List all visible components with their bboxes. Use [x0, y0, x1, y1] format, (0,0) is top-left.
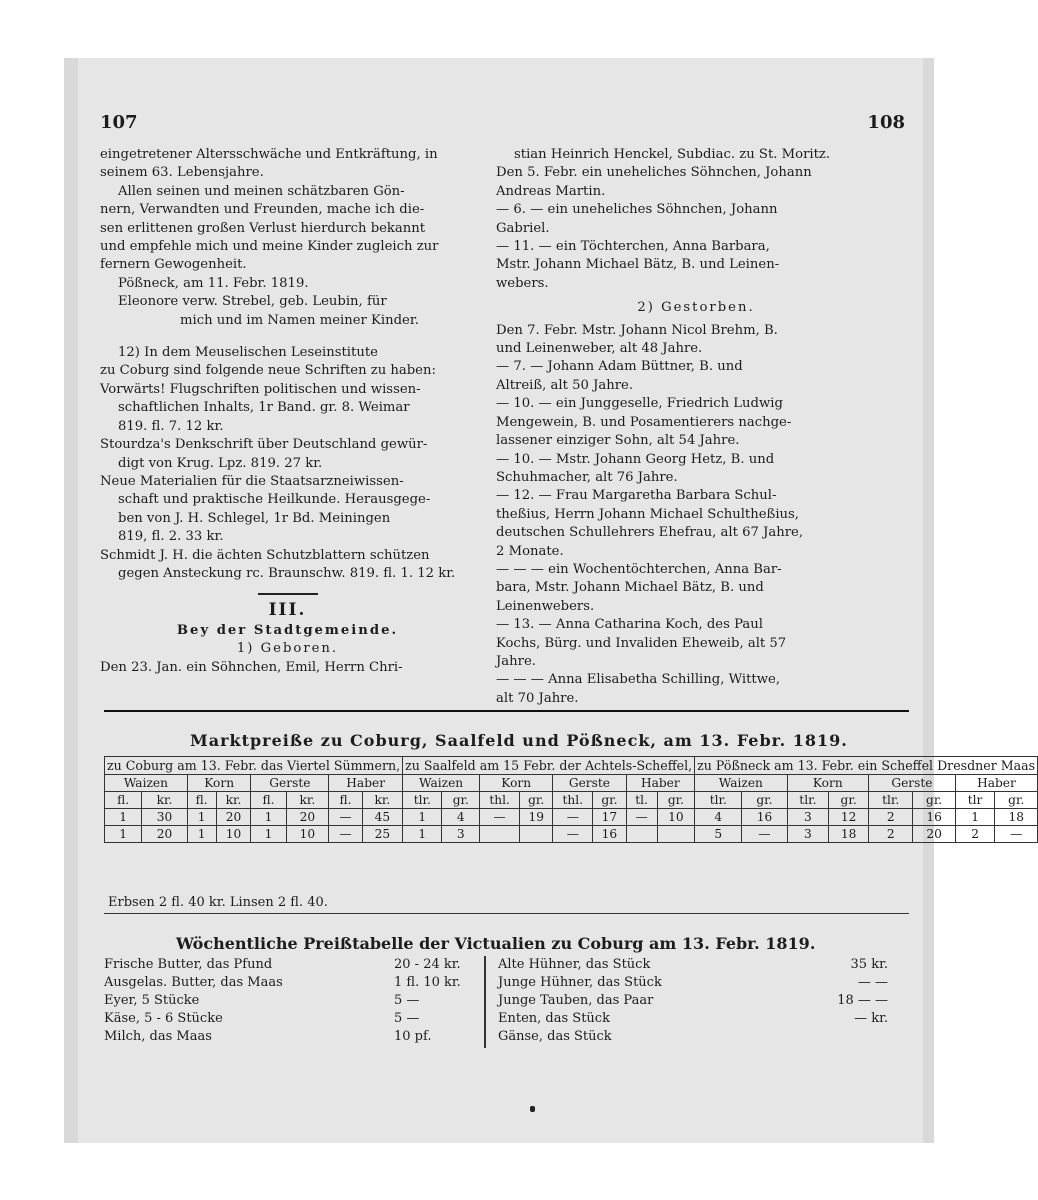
- grain-header: Haber: [955, 775, 1037, 792]
- text-line: seinem 63. Lebensjahre.: [100, 165, 264, 181]
- notice-line: schaftlichen Inhalts, 1r Band. gr. 8. Weimar: [118, 400, 410, 416]
- group-header-coburg: zu Coburg am 13. Febr. das Viertel Sümmern,: [105, 757, 403, 775]
- group-header-saalfeld: zu Saalfeld am 15 Febr. der Achtels-Scheffel,: [403, 757, 695, 775]
- price-cell: 16: [742, 809, 787, 826]
- ink-mark: [530, 1106, 535, 1112]
- grain-header: Waizen: [403, 775, 480, 792]
- price-cell: 4: [695, 809, 742, 826]
- table-row: [105, 826, 1038, 843]
- unit-header: kr.: [142, 792, 188, 809]
- text-line: eingetretener Altersschwäche und Entkräftung, in: [100, 147, 438, 162]
- list-item: [104, 1028, 474, 1046]
- notice-line: ben von J. H. Schlegel, 1r Bd. Meiningen: [118, 510, 391, 526]
- item-price: 20 - 24 kr.: [394, 957, 461, 972]
- text-line: Den 5. Febr. ein uneheliches Söhnchen, Johann: [496, 165, 812, 181]
- grain-header: Haber: [329, 775, 403, 792]
- price-cell: 20: [913, 826, 955, 843]
- price-cell: 20: [216, 809, 251, 826]
- unit-header: thl.: [553, 792, 593, 809]
- unit-header: kr.: [286, 792, 329, 809]
- text-line: bara, Mstr. Johann Michael Bätz, B. und: [496, 580, 764, 596]
- price-cell: 16: [593, 826, 626, 843]
- item-name: Milch, das Maas: [104, 1029, 212, 1044]
- text-line: Pößneck, am 11. Febr. 1819.: [118, 275, 309, 291]
- unit-header: tlr.: [403, 792, 442, 809]
- notice-line: 819, fl. 2. 33 kr.: [118, 529, 224, 545]
- price-cell: —: [329, 809, 362, 826]
- price-cell: 5: [695, 826, 742, 843]
- price-cell: 1: [251, 826, 286, 843]
- item-price: 35 kr.: [850, 957, 888, 972]
- text-line: — 11. — ein Töchterchen, Anna Barbara,: [496, 239, 770, 255]
- list-item: [498, 1028, 898, 1046]
- price-cell: 1: [105, 809, 142, 826]
- signature-line: mich und im Namen meiner Kinder.: [180, 312, 419, 328]
- item-name: Enten, das Stück: [498, 1011, 610, 1026]
- grain-header: Gerste: [553, 775, 626, 792]
- unit-header: fl.: [187, 792, 216, 809]
- text-line: stian Heinrich Henckel, Subdiac. zu St. Moritz.: [514, 147, 831, 162]
- text-line: Kochs, Bürg. und Invaliden Eheweib, alt 57: [496, 635, 787, 651]
- table-row: [105, 792, 1038, 809]
- price-cell: 10: [657, 809, 694, 826]
- price-cell: 2: [869, 809, 913, 826]
- text-line: Den 23. Jan. ein Söhnchen, Emil, Herrn Chri-: [100, 659, 403, 675]
- notice-line: Neue Materialien für die Staatsarzneiwissen-: [100, 473, 404, 489]
- text-line: sen erlittenen großen Verlust hierdurch bekannt: [100, 220, 426, 236]
- price-cell: 2: [955, 826, 995, 843]
- price-cell: 1: [187, 826, 216, 843]
- unit-header: gr.: [442, 792, 480, 809]
- unit-header: fl.: [105, 792, 142, 809]
- notice-line: 819. fl. 7. 12 kr.: [118, 418, 224, 434]
- price-cell: 12: [829, 809, 869, 826]
- section-title: Bey der Stadtgemeinde.: [176, 622, 399, 638]
- erbsen-linsen-line: Erbsen 2 fl. 40 kr. Linsen 2 fl. 40.: [108, 895, 328, 910]
- signature-line: Eleonore verw. Strebel, geb. Leubin, für: [118, 294, 387, 310]
- unit-header: kr.: [216, 792, 251, 809]
- grain-header: Gerste: [251, 775, 329, 792]
- text-line: alt 70 Jahre.: [496, 690, 579, 706]
- item-price: 18 — —: [837, 993, 888, 1008]
- text-line: lassener einziger Sohn, alt 54 Jahre.: [496, 433, 740, 449]
- item-price: 5 —: [394, 993, 420, 1008]
- price-cell: 4: [442, 809, 480, 826]
- table-row: [105, 809, 1038, 826]
- unit-header: gr.: [829, 792, 869, 809]
- notice-line: 12) In dem Meuselischen Leseinstitute: [118, 345, 378, 361]
- text-line: Mengewein, B. und Posamentierers nachge-: [496, 414, 792, 430]
- price-cell: 10: [216, 826, 251, 843]
- item-price: 5 —: [394, 1011, 420, 1026]
- list-item: [498, 956, 898, 974]
- price-cell: 1: [251, 809, 286, 826]
- price-cell: [480, 826, 520, 843]
- weekly-prices-title: Wöchentliche Preißtabelle der Victualien zu Coburg am 13. Febr. 1819.: [176, 934, 816, 953]
- section-number: III.: [268, 600, 307, 621]
- unit-header: thl.: [480, 792, 520, 809]
- price-cell: 3: [787, 826, 829, 843]
- text-line: theßius, Herrn Johann Michael Schultheßius,: [496, 506, 800, 522]
- text-line: nern, Verwandten und Freunden, mache ich die-: [100, 202, 425, 218]
- item-price: — kr.: [854, 1011, 888, 1026]
- unit-header: tl.: [626, 792, 657, 809]
- list-item: [498, 1010, 898, 1028]
- table-row: [105, 757, 1038, 775]
- item-price: 1 fl. 10 kr.: [394, 975, 461, 990]
- item-name: Gänse, das Stück: [498, 1029, 612, 1044]
- price-cell: 19: [520, 809, 553, 826]
- item-name: Käse, 5 - 6 Stücke: [104, 1011, 223, 1026]
- item-name: Frische Butter, das Pfund: [104, 957, 273, 972]
- grain-header: Gerste: [869, 775, 956, 792]
- unit-header: fl.: [329, 792, 362, 809]
- short-divider: [258, 593, 318, 595]
- price-cell: 30: [142, 809, 188, 826]
- text-line: — 10. — ein Junggeselle, Friedrich Ludwig: [496, 396, 783, 412]
- group-header-poessneck: zu Pößneck am 13. Febr. ein Scheffel Dresdner Maas: [695, 757, 1038, 775]
- price-cell: —: [553, 826, 593, 843]
- subsection-title: 2) Gestorben.: [637, 300, 755, 316]
- list-item: [104, 974, 474, 992]
- text-line: 2 Monate.: [496, 543, 564, 559]
- price-cell: [657, 826, 694, 843]
- price-cell: 18: [829, 826, 869, 843]
- unit-header: gr.: [657, 792, 694, 809]
- text-line: Gabriel.: [496, 220, 550, 236]
- unit-header: tlr.: [787, 792, 829, 809]
- price-cell: 3: [442, 826, 480, 843]
- item-name: Junge Hühner, das Stück: [498, 975, 662, 990]
- weekly-prices-right: [498, 956, 898, 1046]
- price-cell: 1: [105, 826, 142, 843]
- price-cell: —: [995, 826, 1038, 843]
- heavy-divider: [104, 710, 909, 712]
- list-item: [104, 956, 474, 974]
- price-cell: —: [626, 809, 657, 826]
- notice-line: Vorwärts! Flugschriften politischen und wissen-: [100, 381, 421, 397]
- price-cell: —: [742, 826, 787, 843]
- price-cell: 10: [286, 826, 329, 843]
- price-cell: 25: [362, 826, 402, 843]
- price-cell: 18: [995, 809, 1038, 826]
- price-cell: 1: [955, 809, 995, 826]
- subsection-title: 1) Geboren.: [236, 641, 339, 657]
- grain-header: Korn: [480, 775, 553, 792]
- price-cell: 1: [187, 809, 216, 826]
- unit-header: gr.: [520, 792, 553, 809]
- price-cell: —: [553, 809, 593, 826]
- item-price: [798, 1028, 888, 1046]
- unit-header: tlr.: [695, 792, 742, 809]
- price-cell: [626, 826, 657, 843]
- item-name: Eyer, 5 Stücke: [104, 993, 200, 1008]
- text-line: Jahre.: [496, 653, 536, 669]
- thin-divider: [104, 913, 909, 914]
- grain-header: Korn: [787, 775, 868, 792]
- text-line: Allen seinen und meinen schätzbaren Gön-: [118, 183, 405, 199]
- notice-line: zu Coburg sind folgende neue Schriften zu haben:: [100, 363, 436, 379]
- text-line: und Leinenweber, alt 48 Jahre.: [496, 341, 703, 357]
- item-name: Ausgelas. Butter, das Maas: [104, 975, 283, 990]
- list-item: [104, 992, 474, 1010]
- text-line: — 12. — Frau Margaretha Barbara Schul-: [496, 488, 777, 504]
- notice-line: schaft und praktische Heilkunde. Herausgege-: [118, 492, 431, 508]
- left-column: [100, 146, 475, 677]
- text-line: und empfehle mich und meine Kinder zugleich zur: [100, 239, 439, 255]
- price-cell: [520, 826, 553, 843]
- price-cell: 20: [286, 809, 329, 826]
- text-line: Leinenwebers.: [496, 598, 595, 614]
- item-name: Junge Tauben, das Paar: [498, 993, 654, 1008]
- price-cell: 20: [142, 826, 188, 843]
- price-cell: 2: [869, 826, 913, 843]
- text-line: — 10. — Mstr. Johann Georg Hetz, B. und: [496, 451, 775, 467]
- text-line: — 7. — Johann Adam Büttner, B. und: [496, 359, 743, 375]
- price-cell: 16: [913, 809, 955, 826]
- grain-header: Haber: [626, 775, 695, 792]
- grain-header: Waizen: [695, 775, 787, 792]
- unit-header: gr.: [913, 792, 955, 809]
- list-item: [498, 992, 898, 1010]
- price-cell: 1: [403, 826, 442, 843]
- text-line: Den 7. Febr. Mstr. Johann Nicol Brehm, B.: [496, 322, 778, 338]
- market-prices-title: Marktpreiße zu Coburg, Saalfeld und Pößneck, am 13. Febr. 1819.: [190, 731, 848, 750]
- document-page: [78, 58, 1036, 1143]
- weekly-prices-left: [104, 956, 474, 1046]
- right-column: [496, 146, 896, 708]
- unit-header: gr.: [742, 792, 787, 809]
- page-number-right: 108: [867, 112, 905, 133]
- text-line: deutschen Schullehrers Ehefrau, alt 67 Jahre,: [496, 525, 804, 541]
- notice-line: digt von Krug. Lpz. 819. 27 kr.: [118, 455, 323, 471]
- unit-header: gr.: [593, 792, 626, 809]
- price-cell: —: [480, 809, 520, 826]
- price-cell: 45: [362, 809, 402, 826]
- column-divider: [484, 956, 486, 1048]
- item-price: — —: [857, 975, 888, 990]
- notice-line: Stourdza's Denkschrift über Deutschland gewür-: [100, 437, 428, 453]
- list-item: [104, 1010, 474, 1028]
- text-line: fernern Gewogenheit.: [100, 257, 247, 273]
- text-line: Andreas Martin.: [496, 183, 606, 199]
- notice-line: Schmidt J. H. die ächten Schutzblattern schützen: [100, 547, 430, 563]
- grain-header: Korn: [187, 775, 251, 792]
- text-line: Altreiß, alt 50 Jahre.: [496, 377, 634, 393]
- unit-header: gr.: [995, 792, 1038, 809]
- market-prices-table: [104, 756, 1038, 843]
- page-number-left: 107: [100, 112, 138, 133]
- unit-header: fl.: [251, 792, 286, 809]
- item-price: 10 pf.: [394, 1029, 432, 1044]
- price-cell: —: [329, 826, 362, 843]
- grain-header: Waizen: [105, 775, 188, 792]
- text-line: Schuhmacher, alt 76 Jahre.: [496, 469, 678, 485]
- text-line: Mstr. Johann Michael Bätz, B. und Leinen-: [496, 257, 780, 273]
- price-cell: 17: [593, 809, 626, 826]
- text-line: — 6. — ein uneheliches Söhnchen, Johann: [496, 202, 778, 218]
- unit-header: kr.: [362, 792, 402, 809]
- scanned-page-background: [64, 58, 1036, 1143]
- text-line: webers.: [496, 275, 549, 291]
- text-line: — — — Anna Elisabetha Schilling, Wittwe,: [496, 672, 781, 688]
- table-row: [105, 775, 1038, 792]
- price-cell: 1: [403, 809, 442, 826]
- list-item: [498, 974, 898, 992]
- text-line: — — — ein Wochentöchterchen, Anna Bar-: [496, 561, 782, 577]
- unit-header: tlr: [955, 792, 995, 809]
- unit-header: tlr.: [869, 792, 913, 809]
- item-name: Alte Hühner, das Stück: [498, 957, 651, 972]
- price-cell: 3: [787, 809, 829, 826]
- text-line: — 13. — Anna Catharina Koch, des Paul: [496, 617, 763, 633]
- notice-line: gegen Ansteckung rc. Braunschw. 819. fl. 1. 12 kr.: [118, 565, 456, 581]
